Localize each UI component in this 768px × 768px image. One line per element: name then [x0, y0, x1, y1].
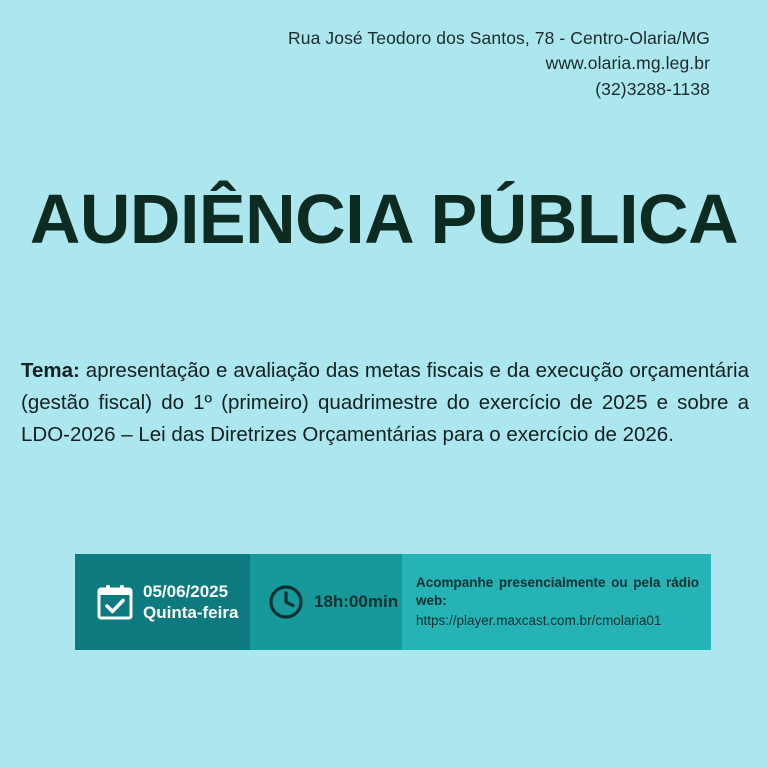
header-phone: (32)3288-1138: [595, 78, 710, 99]
header-website: www.olaria.mg.leg.br: [545, 53, 710, 74]
event-time-cell: [250, 554, 402, 650]
event-date-cell: [75, 554, 250, 650]
page-title: AUDIÊNCIA PÚBLICA: [29, 180, 739, 258]
stream-url[interactable]: https://player.maxcast.com.br/cmolaria01: [416, 613, 662, 629]
stream-heading: Acompanhe presencialmente ou pela rádio web:: [416, 574, 699, 608]
clock-icon: [268, 584, 304, 620]
body-label: Tema:: [21, 359, 80, 382]
event-info-bar: [75, 554, 711, 650]
body-content: apresentação e avaliação das metas fiscais e da execução orçamentária (gestão fiscal) do 1º (primeiro) quadrimestre do exercício de 2025 e sobre a LDO-2026 – Lei das Diretrizes Orçamentárias para o exercício de 2026.: [21, 359, 749, 446]
event-date-text: [143, 581, 238, 624]
header-contact-block: [288, 26, 710, 102]
event-stream-cell: [402, 554, 711, 650]
event-weekday: Quinta-feira: [143, 603, 239, 622]
header-address: Rua José Teodoro dos Santos, 78 - Centro-Olaria/MG: [288, 28, 710, 48]
body-paragraph: [21, 355, 749, 450]
event-date: 05/06/2025: [143, 581, 229, 601]
event-time: 18h:00min: [314, 592, 399, 611]
calendar-check-icon: [97, 584, 133, 620]
